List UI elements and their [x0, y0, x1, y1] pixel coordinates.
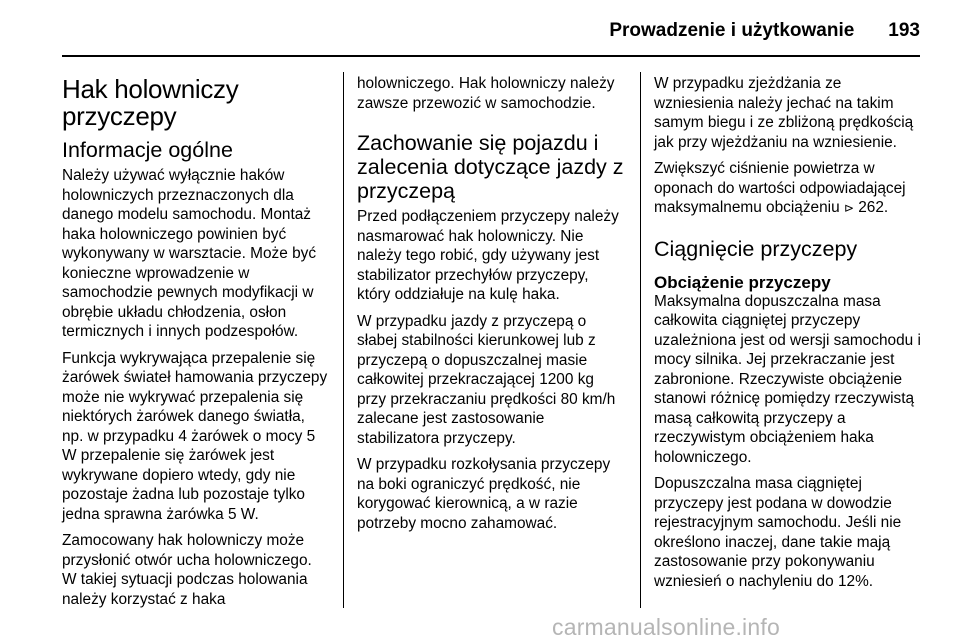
- paragraph: Funkcja wykrywająca przepalenie się żarówek świateł hamowania przyczepy może nie wykrywać przepalenia się niektórych żarówek danego światła, np. w przypadku 4 żarówek o mocy 5 W przepalenie się żarówek jest wykrywane dopiero wtedy, gdy nie pozostaje żadna lub pozostaje tylko jedna sprawna żarówka 5 W.: [62, 349, 328, 523]
- chapter-title: Prowadzenie i użytkowanie: [609, 20, 855, 41]
- paragraph: Zamocowany hak holowniczy może przysłonić otwór ucha holowniczego. W takiej sytuacji podczas holowania należy korzystać z haka: [62, 532, 312, 608]
- page-reference[interactable]: 262.: [858, 199, 889, 216]
- column-2: [357, 74, 625, 540]
- paragraph: Dopuszczalna masa ciągniętej przyczepy jest podana w dowodzie rejestracyjnym samochodu. Jeśli nie określono inaczej, dane takie mają zastosowanie przy pokonywaniu wzniesień o nachyleniu do 12%.: [654, 475, 902, 590]
- section-heading: Ciągnięcie przyczepy: [654, 236, 858, 261]
- page-header: [62, 20, 920, 44]
- subsection-heading: Obciążenie przyczepy: [654, 272, 831, 292]
- page-number: 193: [888, 20, 920, 41]
- column-3: [654, 74, 924, 598]
- header-rule: [62, 55, 920, 57]
- paragraph: holowniczego. Hak holowniczy należy zawsze przewozić w samochodzie.: [357, 75, 615, 112]
- paragraph: W przypadku rozkołysania przyczepy na boki ograniczyć prędkość, nie korygować kierownicą, a w razie potrzeby mocno zahamować.: [357, 456, 611, 532]
- column-1: [62, 68, 330, 616]
- paragraph: W przypadku zjeżdżania ze wzniesienia należy jechać na takim samym biegu i ze zbliżoną prędkością jak przy wjeżdżaniu na wzniesienie.: [654, 75, 914, 151]
- watermark: carmanualsonline.info: [552, 614, 780, 640]
- paragraph: Należy używać wyłącznie haków holowniczych przeznaczonych dla danego modelu samochodu. Montaż haka holowniczego powinien być wykonywany w warsztacie. Może być konieczne wprowadzenie w samochodzie pewnych modyfikacji w obrębie układu chłodzenia, osłon termicznych i innych podzespołów.: [62, 167, 317, 340]
- paragraph: Przed podłączeniem przyczepy należy nasmarować hak holowniczy. Nie należy tego robić, gdy używany jest stabilizator przechyłów przyczepy, który oddziałuje na kulę haka.: [357, 208, 619, 303]
- paragraph: [654, 159, 924, 219]
- column-divider-1: [343, 72, 344, 608]
- section-heading: Zachowanie się pojazdu i zalecenia dotyczące jazdy z przyczepą: [357, 131, 624, 203]
- paragraph: W przypadku jazdy z przyczepą o słabej stabilności kierunkowej lub z przyczepą o dopuszczalnej masie całkowitej przekraczającej 1200 kg przy przekraczaniu prędkości 80 km/h zalecane jest zastosowanie stabilizatora przyczepy.: [357, 312, 616, 447]
- paragraph: Maksymalna dopuszczalna masa całkowita ciągniętej przyczepy uzależniona jest od wersji samochodu i mocy silnika. Jej przekraczanie jest zabronione. Rzeczywiste obciążenie stanowi różnicę pomiędzy rzeczywistą masą całkowitą przyczepy a rzeczywistym obciążeniem haka holowniczego.: [654, 292, 921, 466]
- subsection-heading: Informacje ogólne: [62, 138, 233, 162]
- section-heading: Hak holowniczy przyczepy: [62, 74, 239, 131]
- page-reference-icon[interactable]: ⊳: [843, 201, 854, 215]
- paragraph-text: Zwiększyć ciśnienie powietrza w oponach do wartości odpowiadającej maksymalnemu obciążeniu: [654, 160, 906, 216]
- column-divider-2: [640, 72, 641, 608]
